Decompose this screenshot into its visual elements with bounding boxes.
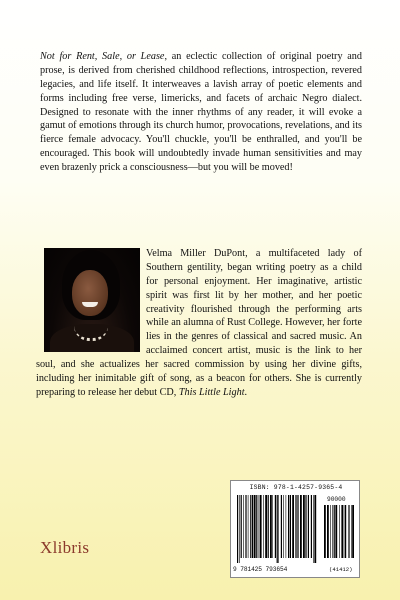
- isbn-barcode: [230, 480, 360, 578]
- isbn-label: ISBN: 978-1-4257-9365-4: [249, 484, 343, 491]
- addon-digits: 90000: [327, 496, 346, 503]
- addon-barcode-bars: [324, 505, 354, 563]
- bio-text-end: .: [244, 386, 248, 398]
- ean-digits: 9 781425 793654: [233, 566, 288, 573]
- book-title-italic: Not for Rent, Sale, or Lease: [40, 51, 165, 62]
- bio-text: Velma Miller DuPont, a multifaceted lady of Southern gentility, began writing poetry as a child for personal enjoyment. Her imaginative, artistic spirit was first lit by her mother, and her poetic creativity flourished through the performing arts while an alumna of Rust College. However, her forte lies in the genres of classical and sacred music. An acclaimed concert artist, music is the link to her soul, and she actualizes her sacred commission by using her divine gifts, including her inimitable gift of song, as a beacon for others. She is currently preparing to release her debut CD,: [36, 248, 362, 398]
- author-bio: [36, 247, 362, 400]
- blurb-text: , an eclectic collection of original poetry and prose, is derived from cherished childhood reflections, introspection, revered legacies, and life itself. It interweaves a lavish array of poetic elements and forms including free verse, limericks, and facets of archaic Negro dialect. Designed to resonate with the inner rhythms of any reader, it will evoke a gamut of emotions through its church humor, provocations, revelations, and its fierce female advocacy. You'll chuckle, you'll be enthralled, and you'll be encouraged. This book will undoubtedly invade human sensitivities and may even brazenly prick a consciousness—but you will be moved!: [40, 51, 362, 173]
- publisher-logo: Xlibris: [40, 538, 90, 557]
- back-cover-blurb: [40, 50, 362, 175]
- cd-title-italic: This Little Light: [178, 386, 245, 398]
- addon-code: (41412): [329, 566, 353, 573]
- ean-barcode-bars: [237, 495, 317, 563]
